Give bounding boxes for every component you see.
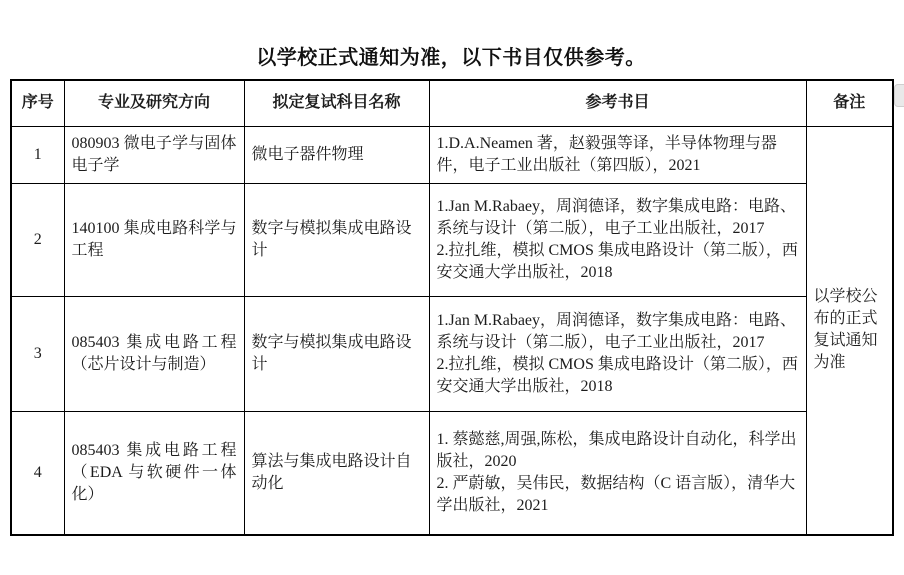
cell-index: 2 — [11, 183, 64, 296]
reference-item: 1.Jan M.Rabaey，周润德译，数字集成电路：电路、系统与设计（第二版），电子工业出版社，2017 — [436, 311, 797, 351]
cell-remarks: 以学校公布的正式复试通知为准 — [806, 126, 893, 535]
reference-books-table — [10, 79, 894, 536]
cell-index: 1 — [11, 126, 64, 183]
cell-major: 140100 集成电路科学与工程 — [64, 183, 244, 296]
reference-item: 2.拉扎维，模拟 CMOS 集成电路设计（第二版），西安交通大学出版社，2018 — [436, 241, 798, 281]
page-title: 以学校正式通知为准，以下书目仅供参考。 — [256, 47, 646, 69]
cell-references — [429, 183, 806, 296]
reference-item: 1.Jan M.Rabaey，周润德译，数字集成电路：电路、系统与设计（第二版），电子工业出版社，2017 — [436, 197, 797, 237]
table-header-row — [11, 80, 893, 126]
col-header-remarks: 备注 — [806, 80, 893, 126]
cell-references — [429, 411, 806, 535]
cell-index: 3 — [11, 296, 64, 411]
cell-subject: 数字与模拟集成电路设计 — [244, 183, 429, 296]
col-header-major: 专业及研究方向 — [64, 80, 244, 126]
scrollbar-thumb[interactable] — [894, 84, 904, 107]
cell-subject: 微电子器件物理 — [244, 126, 429, 183]
table-row — [11, 296, 893, 411]
col-header-references: 参考书目 — [429, 80, 806, 126]
reference-item: 1.D.A.Neamen 著，赵毅强等译，半导体物理与器件，电子工业出版社（第四版），2021 — [436, 134, 777, 174]
cell-index: 4 — [11, 411, 64, 535]
cell-major: 085403 集成电路工程（芯片设计与制造） — [64, 296, 244, 411]
cell-subject: 算法与集成电路设计自动化 — [244, 411, 429, 535]
col-header-subject: 拟定复试科目名称 — [244, 80, 429, 126]
table-row — [11, 411, 893, 535]
cell-major: 080903 微电子学与固体电子学 — [64, 126, 244, 183]
table-row — [11, 126, 893, 183]
cell-subject: 数字与模拟集成电路设计 — [244, 296, 429, 411]
reference-item: 2.拉扎维，模拟 CMOS 集成电路设计（第二版），西安交通大学出版社，2018 — [436, 355, 798, 395]
reference-item: 1. 蔡懿慈,周强,陈松，集成电路设计自动化，科学出版社，2020 — [436, 430, 797, 470]
table-row — [11, 183, 893, 296]
cell-references — [429, 296, 806, 411]
reference-item: 2. 严蔚敏，吴伟民，数据结构（C 语言版），清华大学出版社，2021 — [436, 474, 796, 514]
cell-references — [429, 126, 806, 183]
col-header-index: 序号 — [11, 80, 64, 126]
cell-major: 085403 集成电路工程（EDA 与软硬件一体化） — [64, 411, 244, 535]
